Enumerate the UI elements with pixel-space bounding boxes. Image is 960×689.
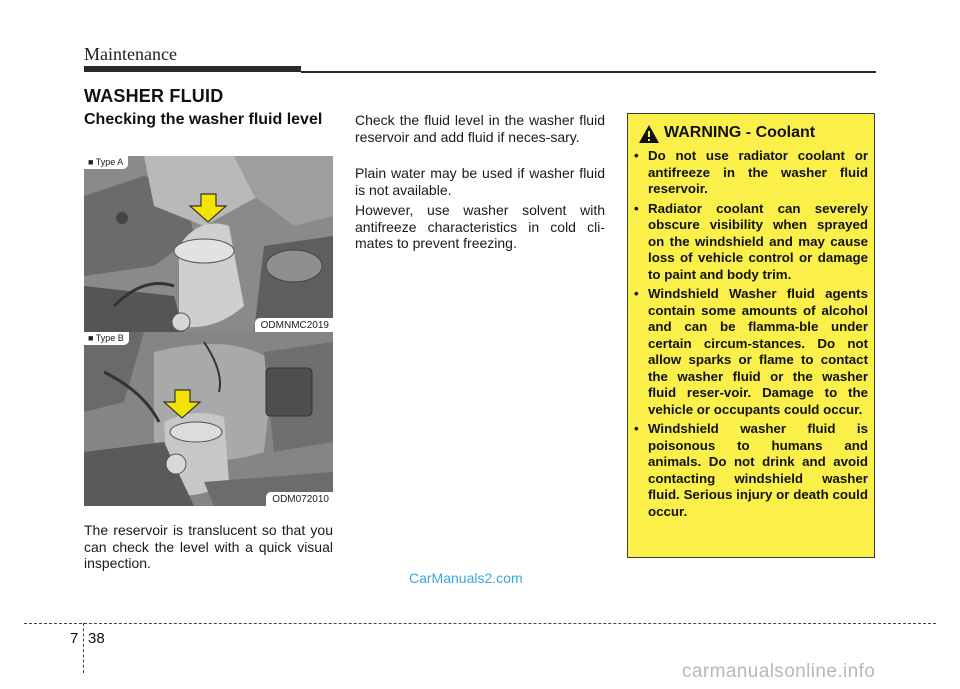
engine-bay-illustration-a xyxy=(84,156,333,332)
header-title: Maintenance xyxy=(84,44,177,64)
warning-title: WARNING - Coolant xyxy=(664,124,816,141)
section-title: WASHER FLUID xyxy=(84,86,224,106)
warning-item: • Windshield Washer fluid agents contain some amounts of alcohol and can be flamma-ble under certain circum-stances. Do not allow sparks or flame to contact the washer fluid or the washer fluid reser-voir. Damage to the vehicle or occupants could occur. xyxy=(634,286,868,417)
subsection-title: Checking the washer fluid level xyxy=(84,111,323,128)
header-rule-thick xyxy=(84,66,301,72)
figure-type-label: ■ Type B xyxy=(84,332,129,345)
warning-item: • Radiator coolant can severely obscure visibility when sprayed on the windshield and may cause loss of vehicle control or damage to paint and body trim. xyxy=(634,200,868,282)
warning-header xyxy=(634,122,874,144)
figure-code: ODMNMC2019 xyxy=(255,318,333,332)
chapter-number: 7 xyxy=(70,630,79,647)
page-number: 38 xyxy=(88,630,105,647)
body-paragraph-plain-water: Plain water may be used if washer fluid is not available. xyxy=(355,165,605,198)
warning-item: • Do not use radiator coolant or antifreeze in the washer fluid reservoir. xyxy=(634,148,868,196)
body-paragraph-reservoir: The reservoir is translucent so that you can check the level with a quick visual inspection. xyxy=(84,522,333,571)
figure-type-label: ■ Type A xyxy=(84,156,128,169)
engine-bay-illustration-b xyxy=(84,332,333,506)
footer-divider xyxy=(24,623,936,624)
warning-item: • Windshield washer fluid is poisonous to humans and animals. Do not drink and avoid contacting windshield washer fluid. Serious injury or death could occur. xyxy=(634,421,868,519)
figure-type-a xyxy=(84,156,333,332)
footer-watermark: carmanualsonline.info xyxy=(682,661,876,682)
watermark-link[interactable]: CarManuals2.com xyxy=(409,570,523,586)
warning-list xyxy=(634,148,868,523)
figure-type-b xyxy=(84,332,333,506)
warning-triangle-icon xyxy=(638,124,660,144)
header-rule-thin xyxy=(301,71,876,73)
body-paragraph-check-level: Check the fluid level in the washer fluid reservoir and add fluid if neces-sary. xyxy=(355,112,605,145)
body-paragraph-antifreeze: However, use washer solvent with antifreeze characteristics in cold cli-mates to prevent freezing. xyxy=(355,202,605,251)
figure-code: ODM072010 xyxy=(266,492,333,506)
footer-vertical-divider xyxy=(83,623,84,673)
